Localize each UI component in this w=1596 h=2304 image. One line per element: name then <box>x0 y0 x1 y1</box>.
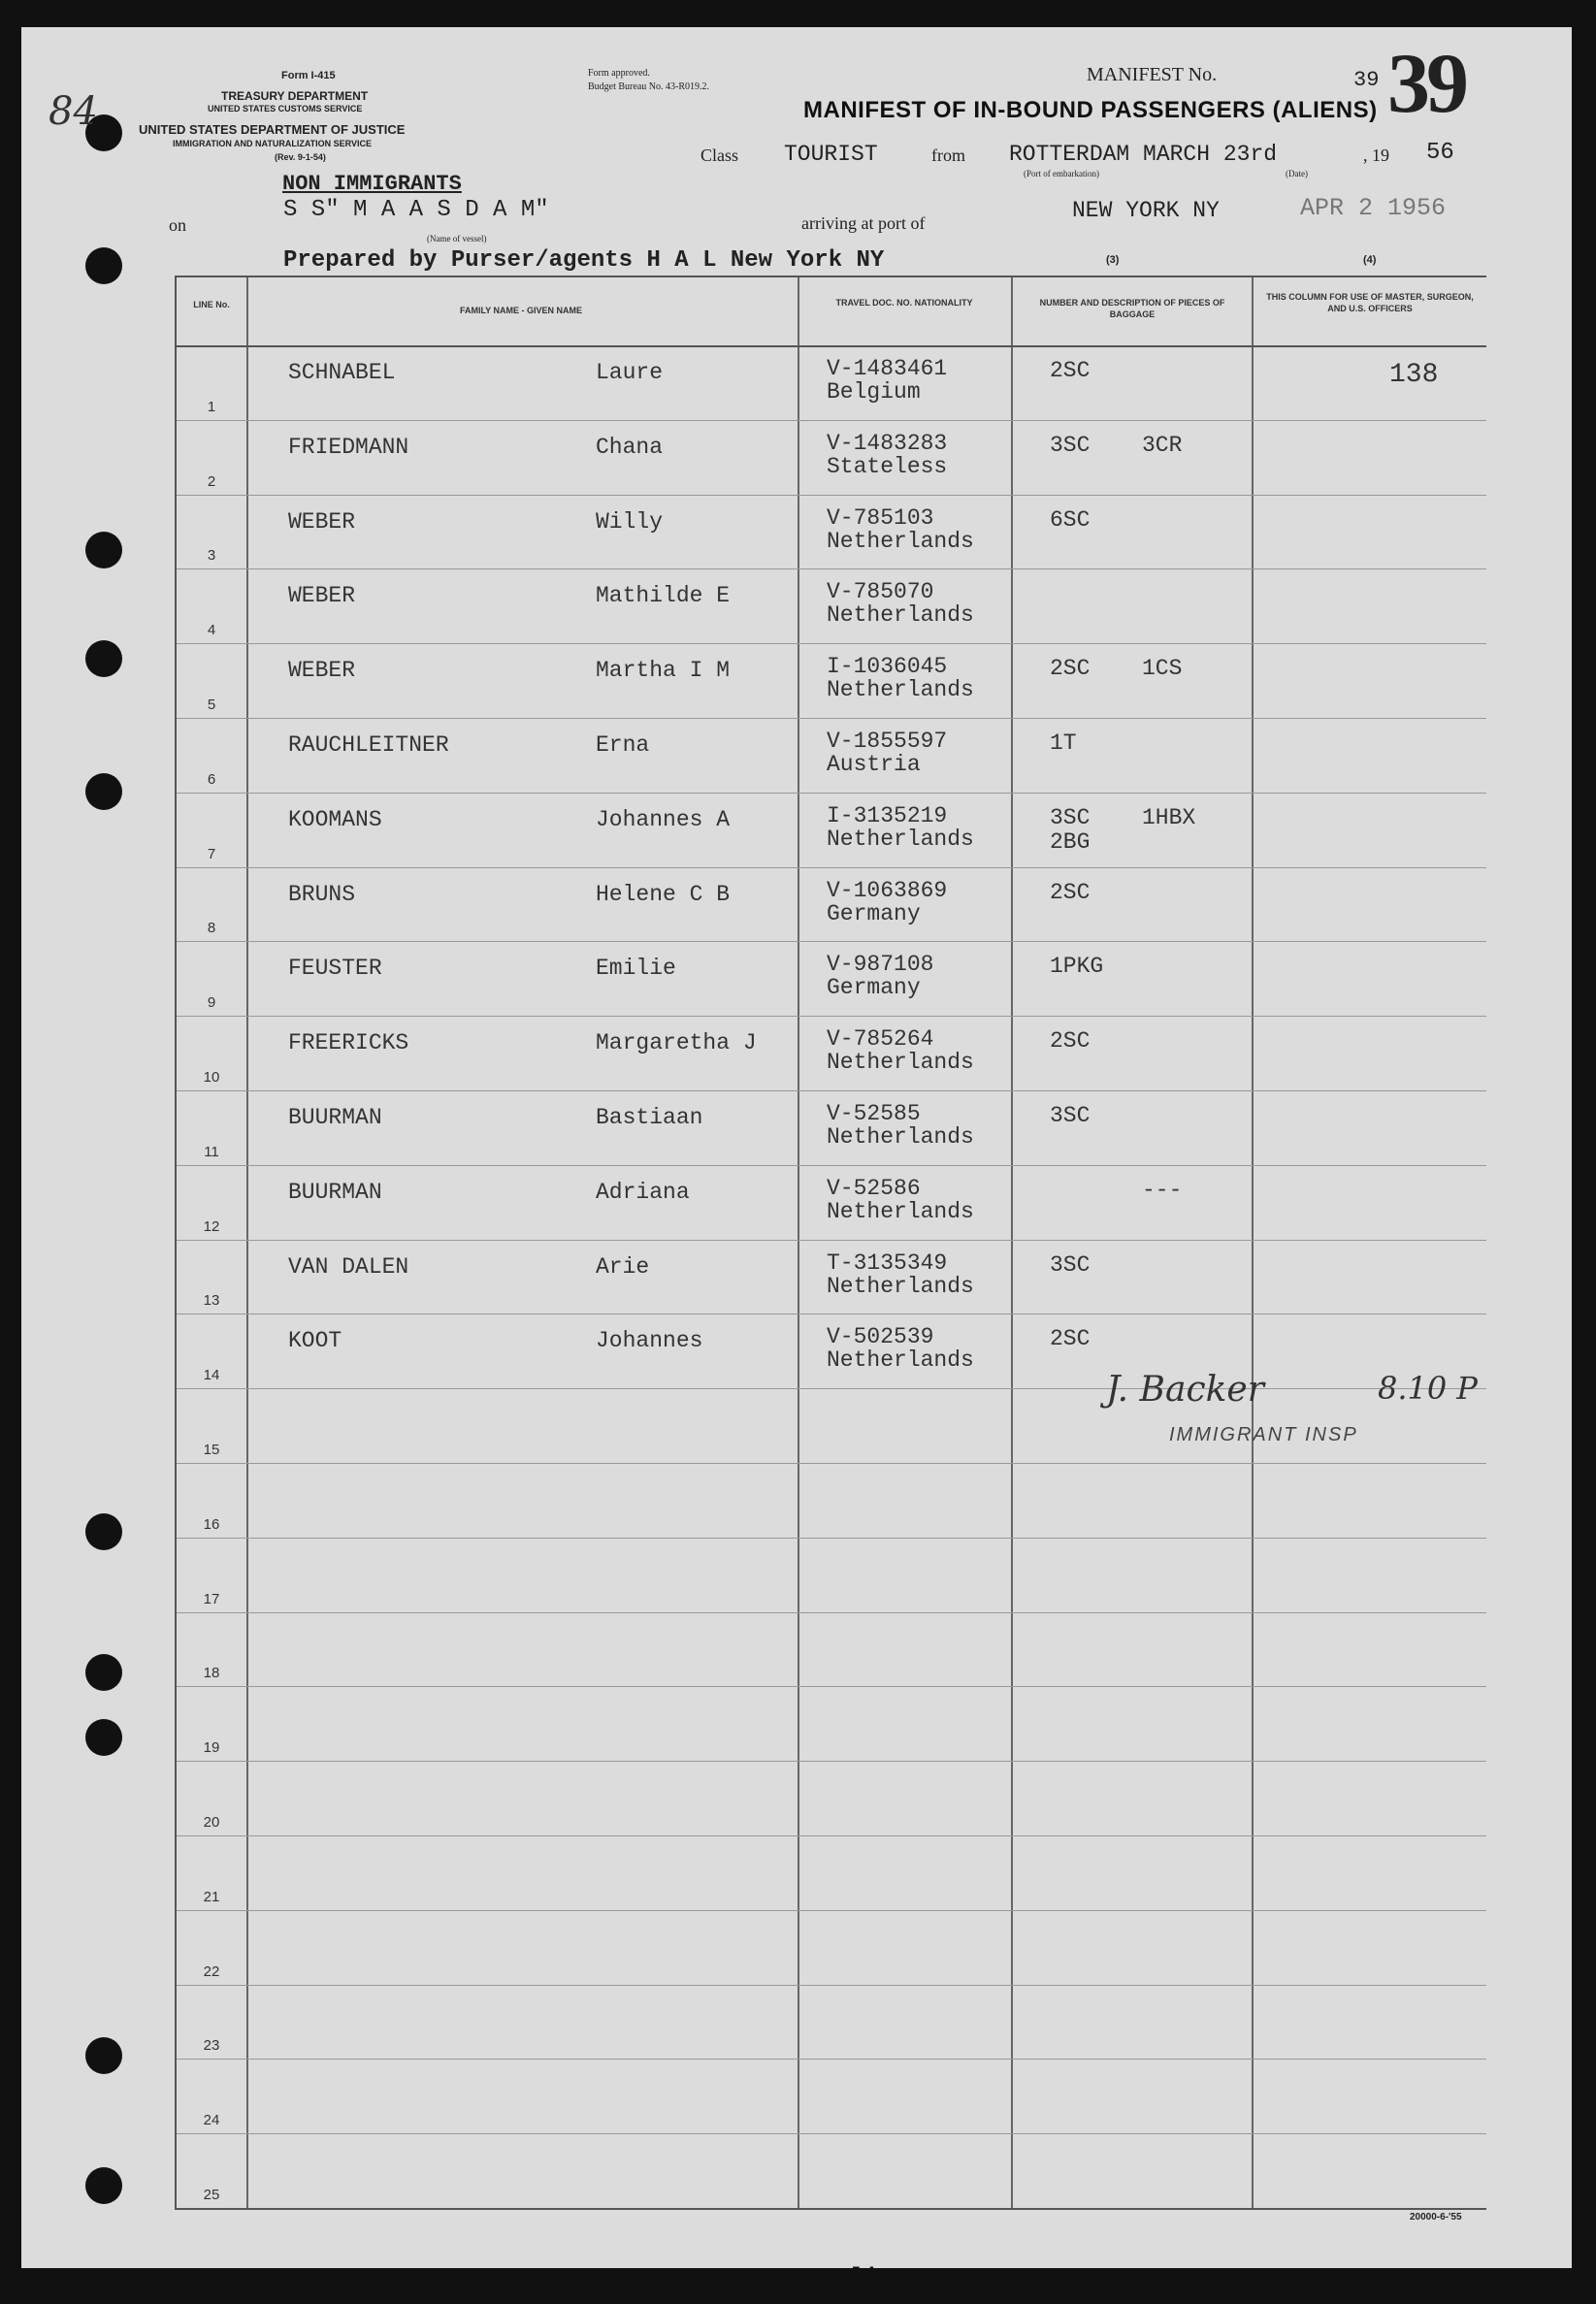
immigration-service: IMMIGRATION AND NATURALIZATION SERVICE <box>173 139 372 148</box>
baggage-description: 3SC <box>1050 1251 1091 1278</box>
travel-doc-number: V-1483461 <box>827 356 948 381</box>
manifest-no-typed: 39 <box>1353 68 1380 92</box>
officers-header: THIS COLUMN FOR USE OF MASTER, SURGEON, AND U.S. OFFICERS <box>1266 292 1474 313</box>
baggage-description: 1T <box>1050 730 1077 756</box>
form-revision: (Rev. 9-1-54) <box>275 152 326 162</box>
line-number: 4 <box>207 622 216 639</box>
punch-hole <box>85 640 122 677</box>
row-divider <box>177 1910 1486 1911</box>
line-number: 7 <box>207 845 216 862</box>
manifest-no-label: MANIFEST No. <box>1087 64 1218 85</box>
line-number: 10 <box>203 1069 220 1086</box>
column-divider <box>1252 277 1254 2208</box>
passenger-family-name: FRIEDMANN <box>288 434 409 460</box>
row-divider <box>177 1612 1486 1613</box>
line-number: 8 <box>207 920 216 937</box>
passenger-family-name: WEBER <box>288 508 356 535</box>
passenger-nationality: Netherlands <box>827 1347 974 1374</box>
line-number: 9 <box>207 994 216 1012</box>
passenger-nationality: Netherlands <box>827 1273 974 1299</box>
passenger-family-name: FEUSTER <box>288 956 382 982</box>
passenger-nationality: Germany <box>827 900 921 926</box>
budget-bureau: Budget Bureau No. 43-R019.2. <box>588 81 709 92</box>
row-divider <box>177 718 1486 719</box>
row-divider <box>177 420 1486 421</box>
line-number: 21 <box>203 1888 220 1905</box>
year-value: 56 <box>1426 140 1454 166</box>
line-number: 3 <box>207 547 216 565</box>
passenger-nationality: Germany <box>827 975 921 1001</box>
passenger-given-name: Chana <box>596 434 664 460</box>
passenger-given-name: Martha I M <box>596 658 731 684</box>
line-number: 2 <box>207 472 216 490</box>
row-divider <box>177 2133 1486 2134</box>
handwritten-page-number: 84 <box>49 89 98 134</box>
travel-doc-header: TRAVEL DOC. NO. NATIONALITY <box>835 298 973 308</box>
name-header: FAMILY NAME - GIVEN NAME <box>459 306 582 315</box>
passenger-family-name: BUURMAN <box>288 1179 382 1205</box>
line-number: 20 <box>203 1814 220 1831</box>
punch-hole <box>85 247 122 284</box>
line-number: 14 <box>203 1367 220 1384</box>
passenger-given-name: Johannes A <box>596 806 731 832</box>
travel-doc-number: V-785070 <box>827 579 934 605</box>
row-divider <box>177 1761 1486 1762</box>
vessel-name: S S" M A A S D A M" <box>283 197 549 223</box>
line-number: 16 <box>203 1515 220 1533</box>
passenger-family-name: BRUNS <box>288 881 356 907</box>
officer-note: 138 <box>1389 360 1439 390</box>
baggage-description: 1PKG <box>1050 954 1104 980</box>
line-number: 19 <box>203 1739 220 1757</box>
travel-doc-number: V-52585 <box>827 1101 921 1126</box>
passenger-given-name: Margaretha J <box>596 1030 757 1056</box>
travel-doc-number: V-1063869 <box>827 877 948 903</box>
passenger-family-name: SCHNABEL <box>288 360 396 385</box>
line-number: 22 <box>203 1963 220 1980</box>
baggage-description-extra: --- <box>1142 1177 1183 1203</box>
passenger-nationality: Netherlands <box>827 1050 974 1076</box>
prepared-by: Prepared by Purser/agents H A L New York NY <box>283 247 885 274</box>
row-divider <box>177 1165 1486 1166</box>
row-divider <box>177 1985 1486 1986</box>
row-divider <box>177 495 1486 496</box>
line-no-header: LINE No. <box>193 300 230 309</box>
inspector-title: IMMIGRANT INSP <box>1169 1424 1358 1445</box>
passenger-given-name: Johannes <box>596 1328 703 1354</box>
punch-hole <box>85 1513 122 1550</box>
passenger-family-name: VAN DALEN <box>288 1253 409 1280</box>
travel-doc-number: V-52586 <box>827 1175 921 1201</box>
row-divider <box>177 867 1486 868</box>
row-divider <box>177 1835 1486 1836</box>
manifest-no-stamp: 39 <box>1387 37 1465 131</box>
baggage-description-extra: 3CR <box>1142 432 1183 458</box>
row-divider <box>177 1388 1486 1389</box>
passenger-given-name: Willy <box>596 508 664 535</box>
passenger-nationality: Austria <box>827 752 921 777</box>
passenger-nationality: Netherlands <box>827 602 974 629</box>
baggage-description: 2SC <box>1050 879 1091 905</box>
row-divider <box>177 1538 1486 1539</box>
header-divider <box>177 345 1486 347</box>
row-divider <box>177 1090 1486 1091</box>
baggage-description: 3SC <box>1050 432 1091 458</box>
line-number: 12 <box>203 1217 220 1235</box>
row-divider <box>177 643 1486 644</box>
passenger-given-name: Erna <box>596 732 650 758</box>
baggage-description: 2SC <box>1050 656 1091 682</box>
punch-hole <box>85 1719 122 1756</box>
passenger-nationality: Stateless <box>827 453 948 479</box>
punch-hole <box>85 1654 122 1691</box>
travel-doc-number: V-502539 <box>827 1324 934 1350</box>
passenger-given-name: Emilie <box>596 956 676 982</box>
column-4-marker: (4) <box>1363 254 1377 266</box>
date-caption: (Date) <box>1286 169 1308 178</box>
passenger-nationality: Netherlands <box>827 677 974 703</box>
line-number: 18 <box>203 1665 220 1682</box>
line-number: 11 <box>204 1143 219 1160</box>
line-number: 5 <box>207 697 216 713</box>
passenger-nationality: Netherlands <box>827 1198 974 1224</box>
line-number: 23 <box>203 2037 220 2055</box>
passenger-family-name: KOOMANS <box>288 806 382 832</box>
aliens-count: Aliens: 14 <box>836 2265 977 2291</box>
form-number: Form I-415 <box>281 70 336 81</box>
non-immigrants-label: NON IMMIGRANTS <box>282 172 462 196</box>
passenger-given-name: Arie <box>596 1253 650 1280</box>
punch-hole <box>85 532 122 568</box>
passenger-family-name: KOOT <box>288 1328 342 1354</box>
passenger-given-name: Bastiaan <box>596 1105 703 1130</box>
passenger-nationality: Netherlands <box>827 826 974 852</box>
vessel-caption: (Name of vessel) <box>427 234 487 243</box>
column-divider <box>798 277 799 2208</box>
port-embarkation-caption: (Port of embarkation) <box>1024 169 1099 178</box>
inspector-signature: J. Backer <box>1106 1370 1264 1410</box>
travel-doc-number: V-987108 <box>827 952 934 978</box>
manifest-title: MANIFEST OF IN-BOUND PASSENGERS (ALIENS) <box>803 97 1378 123</box>
travel-doc-number: I-3135219 <box>827 802 948 828</box>
punch-hole <box>85 773 122 810</box>
passenger-family-name: FREERICKS <box>288 1030 409 1056</box>
row-divider <box>177 2059 1486 2060</box>
baggage-description: 2SC <box>1050 1326 1091 1352</box>
column-divider <box>246 277 248 2208</box>
baggage-description-extra: 1CS <box>1142 656 1183 682</box>
year-prefix: , 19 <box>1363 146 1389 165</box>
passenger-nationality: Netherlands <box>827 528 974 554</box>
passenger-given-name: Mathilde E <box>596 583 731 609</box>
travel-doc-number: V-785103 <box>827 504 934 531</box>
row-divider <box>177 1240 1486 1241</box>
class-label: Class <box>700 146 739 165</box>
column-3-marker: (3) <box>1106 254 1120 266</box>
punch-hole <box>85 2037 122 2074</box>
line-number: 6 <box>207 770 216 788</box>
travel-doc-number: V-1855597 <box>827 729 948 754</box>
class-value: TOURIST <box>784 142 878 167</box>
punch-hole <box>85 2167 122 2204</box>
on-label: on <box>169 215 186 235</box>
row-divider <box>177 941 1486 942</box>
row-divider <box>177 1463 1486 1464</box>
passenger-given-name: Adriana <box>596 1179 690 1205</box>
baggage-description: 3SC 2BG <box>1050 804 1091 855</box>
customs-service: UNITED STATES CUSTOMS SERVICE <box>208 104 363 114</box>
passenger-family-name: BUURMAN <box>288 1105 382 1130</box>
line-number: 24 <box>203 2112 220 2129</box>
arrival-date-stamp: APR 2 1956 <box>1300 194 1447 222</box>
row-divider <box>177 568 1486 569</box>
line-number: 25 <box>203 2187 220 2203</box>
baggage-description: 3SC <box>1050 1103 1091 1128</box>
inspector-number: 8.10 P <box>1378 1370 1478 1407</box>
from-value: ROTTERDAM MARCH 23rd <box>1009 142 1278 167</box>
arriving-label: arriving at port of <box>801 213 926 233</box>
passenger-nationality: Netherlands <box>827 1124 974 1150</box>
passenger-family-name: RAUCHLEITNER <box>288 732 449 758</box>
department-of-justice: UNITED STATES DEPARTMENT OF JUSTICE <box>139 122 406 137</box>
baggage-description: 2SC <box>1050 358 1091 383</box>
passenger-family-name: WEBER <box>288 583 356 609</box>
travel-doc-number: V-1483283 <box>827 430 948 456</box>
column-divider <box>1011 277 1013 2208</box>
travel-doc-number: I-1036045 <box>827 654 948 680</box>
row-divider <box>177 1016 1486 1017</box>
baggage-header: NUMBER AND DESCRIPTION OF PIECES OF BAGGAGE <box>1039 298 1225 319</box>
passenger-given-name: Laure <box>596 360 664 385</box>
passenger-table <box>175 276 1486 2210</box>
from-label: from <box>931 146 965 165</box>
passenger-given-name: Helene C B <box>596 881 731 907</box>
form-approved: Form approved. <box>588 68 650 79</box>
line-number: 13 <box>203 1292 220 1310</box>
travel-doc-number: T-3135349 <box>827 1249 948 1276</box>
baggage-description: 2SC <box>1050 1028 1091 1055</box>
baggage-description: 6SC <box>1050 506 1091 533</box>
arriving-port: NEW YORK NY <box>1072 198 1220 223</box>
line-number: 15 <box>203 1442 220 1458</box>
travel-doc-number: V-785264 <box>827 1026 934 1053</box>
footer-form-code: 20000-6-'55 <box>1410 2212 1462 2223</box>
row-divider <box>177 1686 1486 1687</box>
passenger-nationality: Belgium <box>827 379 921 405</box>
treasury-department: TREASURY DEPARTMENT <box>221 89 369 103</box>
line-number: 17 <box>203 1590 220 1607</box>
row-divider <box>177 793 1486 794</box>
passenger-family-name: WEBER <box>288 658 356 684</box>
line-number: 1 <box>207 398 216 415</box>
baggage-description-extra: 1HBX <box>1142 804 1196 830</box>
